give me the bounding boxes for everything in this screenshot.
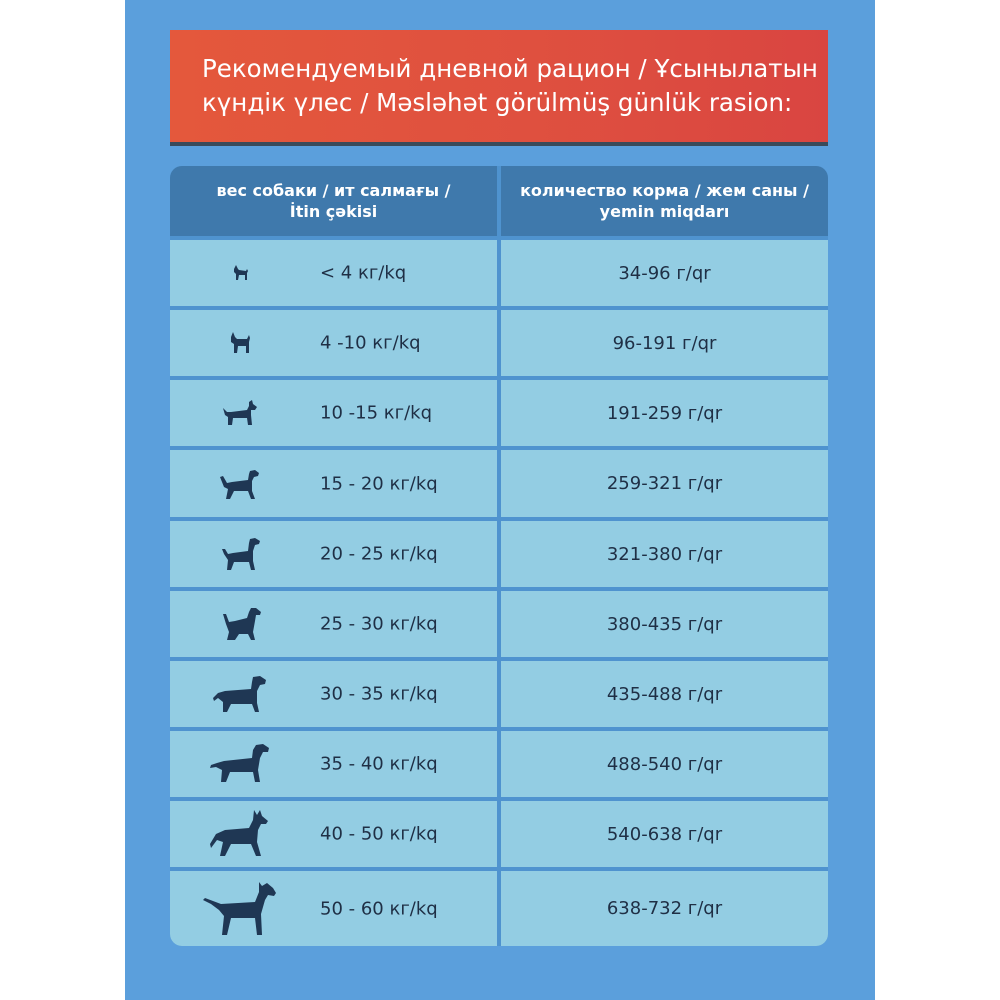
amount-cell <box>501 310 828 376</box>
weight-label: 50 - 60 кг/kq <box>320 898 438 919</box>
weight-cell <box>170 731 497 797</box>
header-dog-weight <box>170 166 497 236</box>
header-food-amount <box>501 166 828 236</box>
medium-dog-icon <box>218 465 262 503</box>
amount-label: 638-732 г/qr <box>606 898 723 919</box>
terrier-dog-icon <box>221 398 259 428</box>
table-row <box>170 450 828 517</box>
amount-label: 259-321 г/qr <box>606 473 723 494</box>
amount-cell <box>501 591 828 657</box>
tiny-dog-icon <box>230 263 250 283</box>
weight-cell <box>170 380 497 446</box>
table-row <box>170 310 828 376</box>
weight-label: < 4 кг/kq <box>320 262 407 284</box>
amount-label: 435-488 г/qr <box>606 683 723 705</box>
weight-cell <box>170 801 497 867</box>
header-amount-line-2: yemin miqdarı <box>599 202 730 221</box>
amount-label: 321-380 г/qr <box>606 543 723 565</box>
weight-cell <box>170 521 497 587</box>
weight-label: 4 -10 кг/kq <box>320 332 421 354</box>
amount-label: 540-638 г/qr <box>606 823 723 845</box>
weight-cell <box>170 871 497 946</box>
amount-label: 380-435 г/qr <box>606 613 723 635</box>
amount-label: 34-96 г/qr <box>618 262 711 284</box>
weight-label: 35 - 40 кг/kq <box>320 753 438 775</box>
weight-cell <box>170 591 497 657</box>
great-dane-dog-icon <box>201 880 279 938</box>
page-title <box>202 52 822 120</box>
title-line-2: күндік үлес / Məsləhət görülmüş günlük rasion: <box>202 88 793 117</box>
amount-label: 191-259 г/qr <box>606 402 723 424</box>
weight-cell <box>170 661 497 727</box>
amount-label: 96-191 г/qr <box>612 332 717 354</box>
amount-cell <box>501 661 828 727</box>
feeding-table <box>170 166 828 946</box>
table-row <box>170 661 828 727</box>
table-row <box>170 240 828 306</box>
weight-cell <box>170 240 497 306</box>
setter-dog-icon <box>208 742 272 786</box>
table-row <box>170 731 828 797</box>
weight-label: 15 - 20 кг/kq <box>320 473 438 494</box>
shepherd-dog-icon <box>209 808 271 860</box>
table-row <box>170 380 828 446</box>
standing-dog-icon <box>218 534 262 574</box>
header-weight-line-1: вес собаки / ит салмағы / <box>216 181 451 200</box>
weight-label: 20 - 25 кг/kq <box>320 543 438 565</box>
amount-cell <box>501 731 828 797</box>
sitting-dog-icon <box>217 604 263 644</box>
title-banner <box>170 30 828 146</box>
weight-label: 30 - 35 кг/kq <box>320 683 438 705</box>
weight-label: 40 - 50 кг/kq <box>320 823 438 845</box>
amount-cell <box>501 380 828 446</box>
amount-cell <box>501 871 828 946</box>
title-line-1: Рекомендуемый дневной рацион / Ұсынылатын <box>202 54 818 83</box>
table-row <box>170 871 828 946</box>
weight-label: 25 - 30 кг/kq <box>320 613 438 635</box>
amount-cell <box>501 521 828 587</box>
amount-cell <box>501 801 828 867</box>
table-row <box>170 521 828 587</box>
weight-label: 10 -15 кг/kq <box>320 402 432 424</box>
small-dog-icon <box>226 329 254 357</box>
header-amount-line-1: количество корма / жем саны / <box>520 181 809 200</box>
amount-cell <box>501 450 828 517</box>
table-row <box>170 801 828 867</box>
amount-cell <box>501 240 828 306</box>
weight-cell <box>170 310 497 376</box>
table-row <box>170 591 828 657</box>
retriever-dog-icon <box>211 673 269 715</box>
weight-cell <box>170 450 497 517</box>
amount-label: 488-540 г/qr <box>606 753 723 775</box>
header-weight-line-2: İtin çəkisi <box>289 202 378 221</box>
